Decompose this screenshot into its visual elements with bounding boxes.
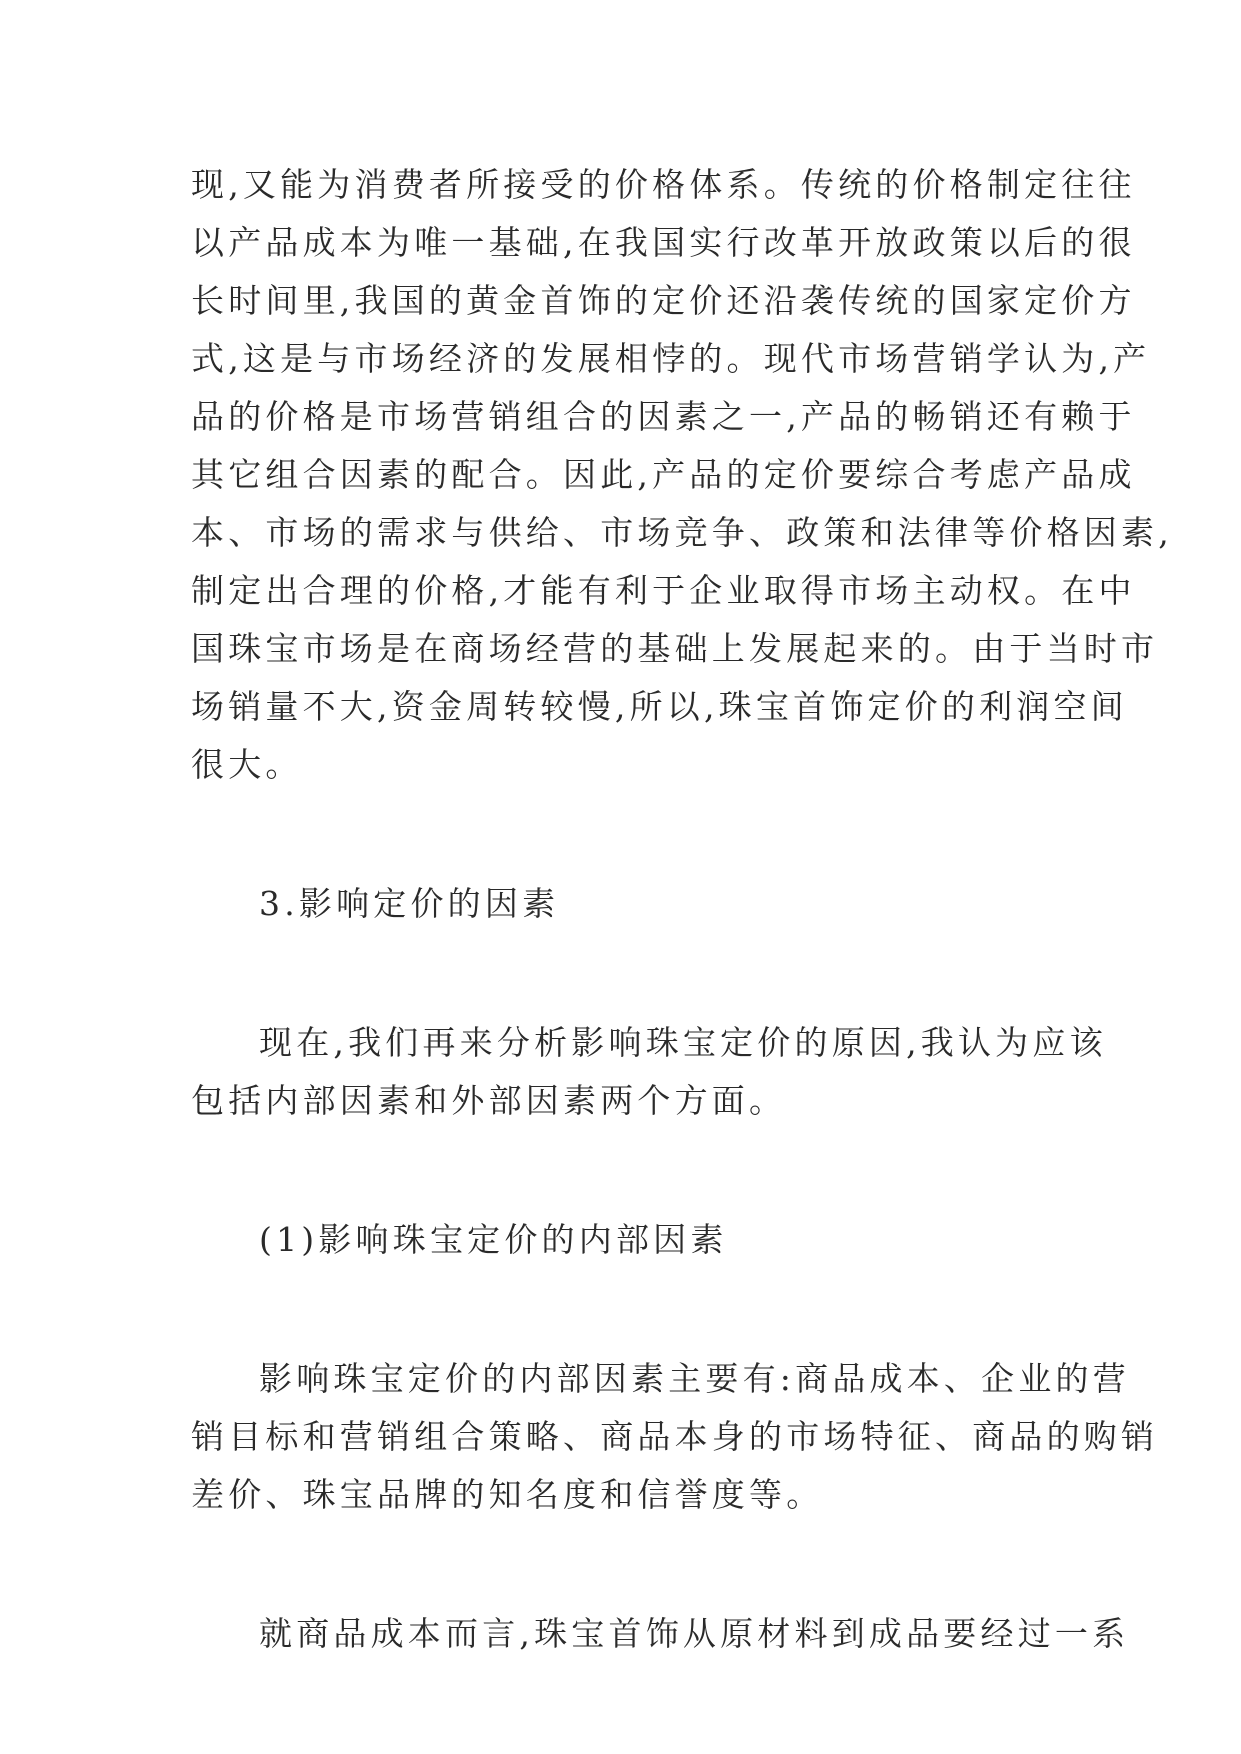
paragraph-line: 销目标和营销组合策略、商品本身的市场特征、商品的购销 (191, 1417, 1159, 1456)
paragraph-line: 现,又能为消费者所接受的价格体系。传统的价格制定往往 (191, 165, 1136, 204)
paragraph-pricing-history (191, 156, 1173, 794)
paragraph-line: 式,这是与市场经济的发展相悖的。现代市场营销学认为,产 (191, 339, 1151, 378)
paragraph-line: 影响珠宝定价的内部因素主要有:商品成本、企业的营 (259, 1359, 1130, 1398)
paragraph-line: 品的价格是市场营销组合的因素之一,产品的畅销还有赖于 (191, 397, 1136, 436)
paragraph-spacer (191, 933, 1051, 1014)
paragraph-internal-factors (191, 1350, 1159, 1524)
paragraph-line: 长时间里,我国的黄金首饰的定价还沿袭传统的国家定价方 (191, 281, 1136, 320)
subsection-heading: (1)影响珠宝定价的内部因素 (259, 1220, 728, 1259)
paragraph-line: 现在,我们再来分析影响珠宝定价的原因,我认为应该 (259, 1023, 1107, 1062)
section-heading: 3.影响定价的因素 (259, 884, 560, 923)
paragraph-spacer (191, 1130, 1051, 1211)
paragraph-line: 国珠宝市场是在商场经营的基础上发展起来的。由于当时市 (191, 629, 1159, 668)
paragraph-line: 制定出合理的价格,才能有利于企业取得市场主动权。在中 (191, 571, 1136, 610)
paragraph-line: 其它组合因素的配合。因此,产品的定价要综合考虑产品成 (191, 455, 1136, 494)
paragraph-spacer (191, 1269, 1051, 1350)
paragraph-spacer (191, 794, 1051, 875)
paragraph-line: 就商品成本而言,珠宝首饰从原材料到成品要经过一系 (259, 1614, 1130, 1653)
paragraph-line: 很大。 (191, 745, 303, 784)
paragraph-line: 本、市场的需求与供给、市场竞争、政策和法律等价格因素, (191, 513, 1173, 552)
paragraph-line: 包括内部因素和外部因素两个方面。 (191, 1081, 787, 1120)
paragraph-spacer (191, 1524, 1051, 1605)
paragraph-line: 差价、珠宝品牌的知名度和信誉度等。 (191, 1475, 824, 1514)
paragraph-product-cost (191, 1605, 1130, 1663)
document-body (191, 156, 1173, 1663)
paragraph-line: 以产品成本为唯一基础,在我国实行改革开放政策以后的很 (191, 223, 1136, 262)
paragraph-line: 场销量不大,资金周转较慢,所以,珠宝首饰定价的利润空间 (191, 687, 1128, 726)
paragraph-analysis-intro (191, 1014, 1107, 1130)
